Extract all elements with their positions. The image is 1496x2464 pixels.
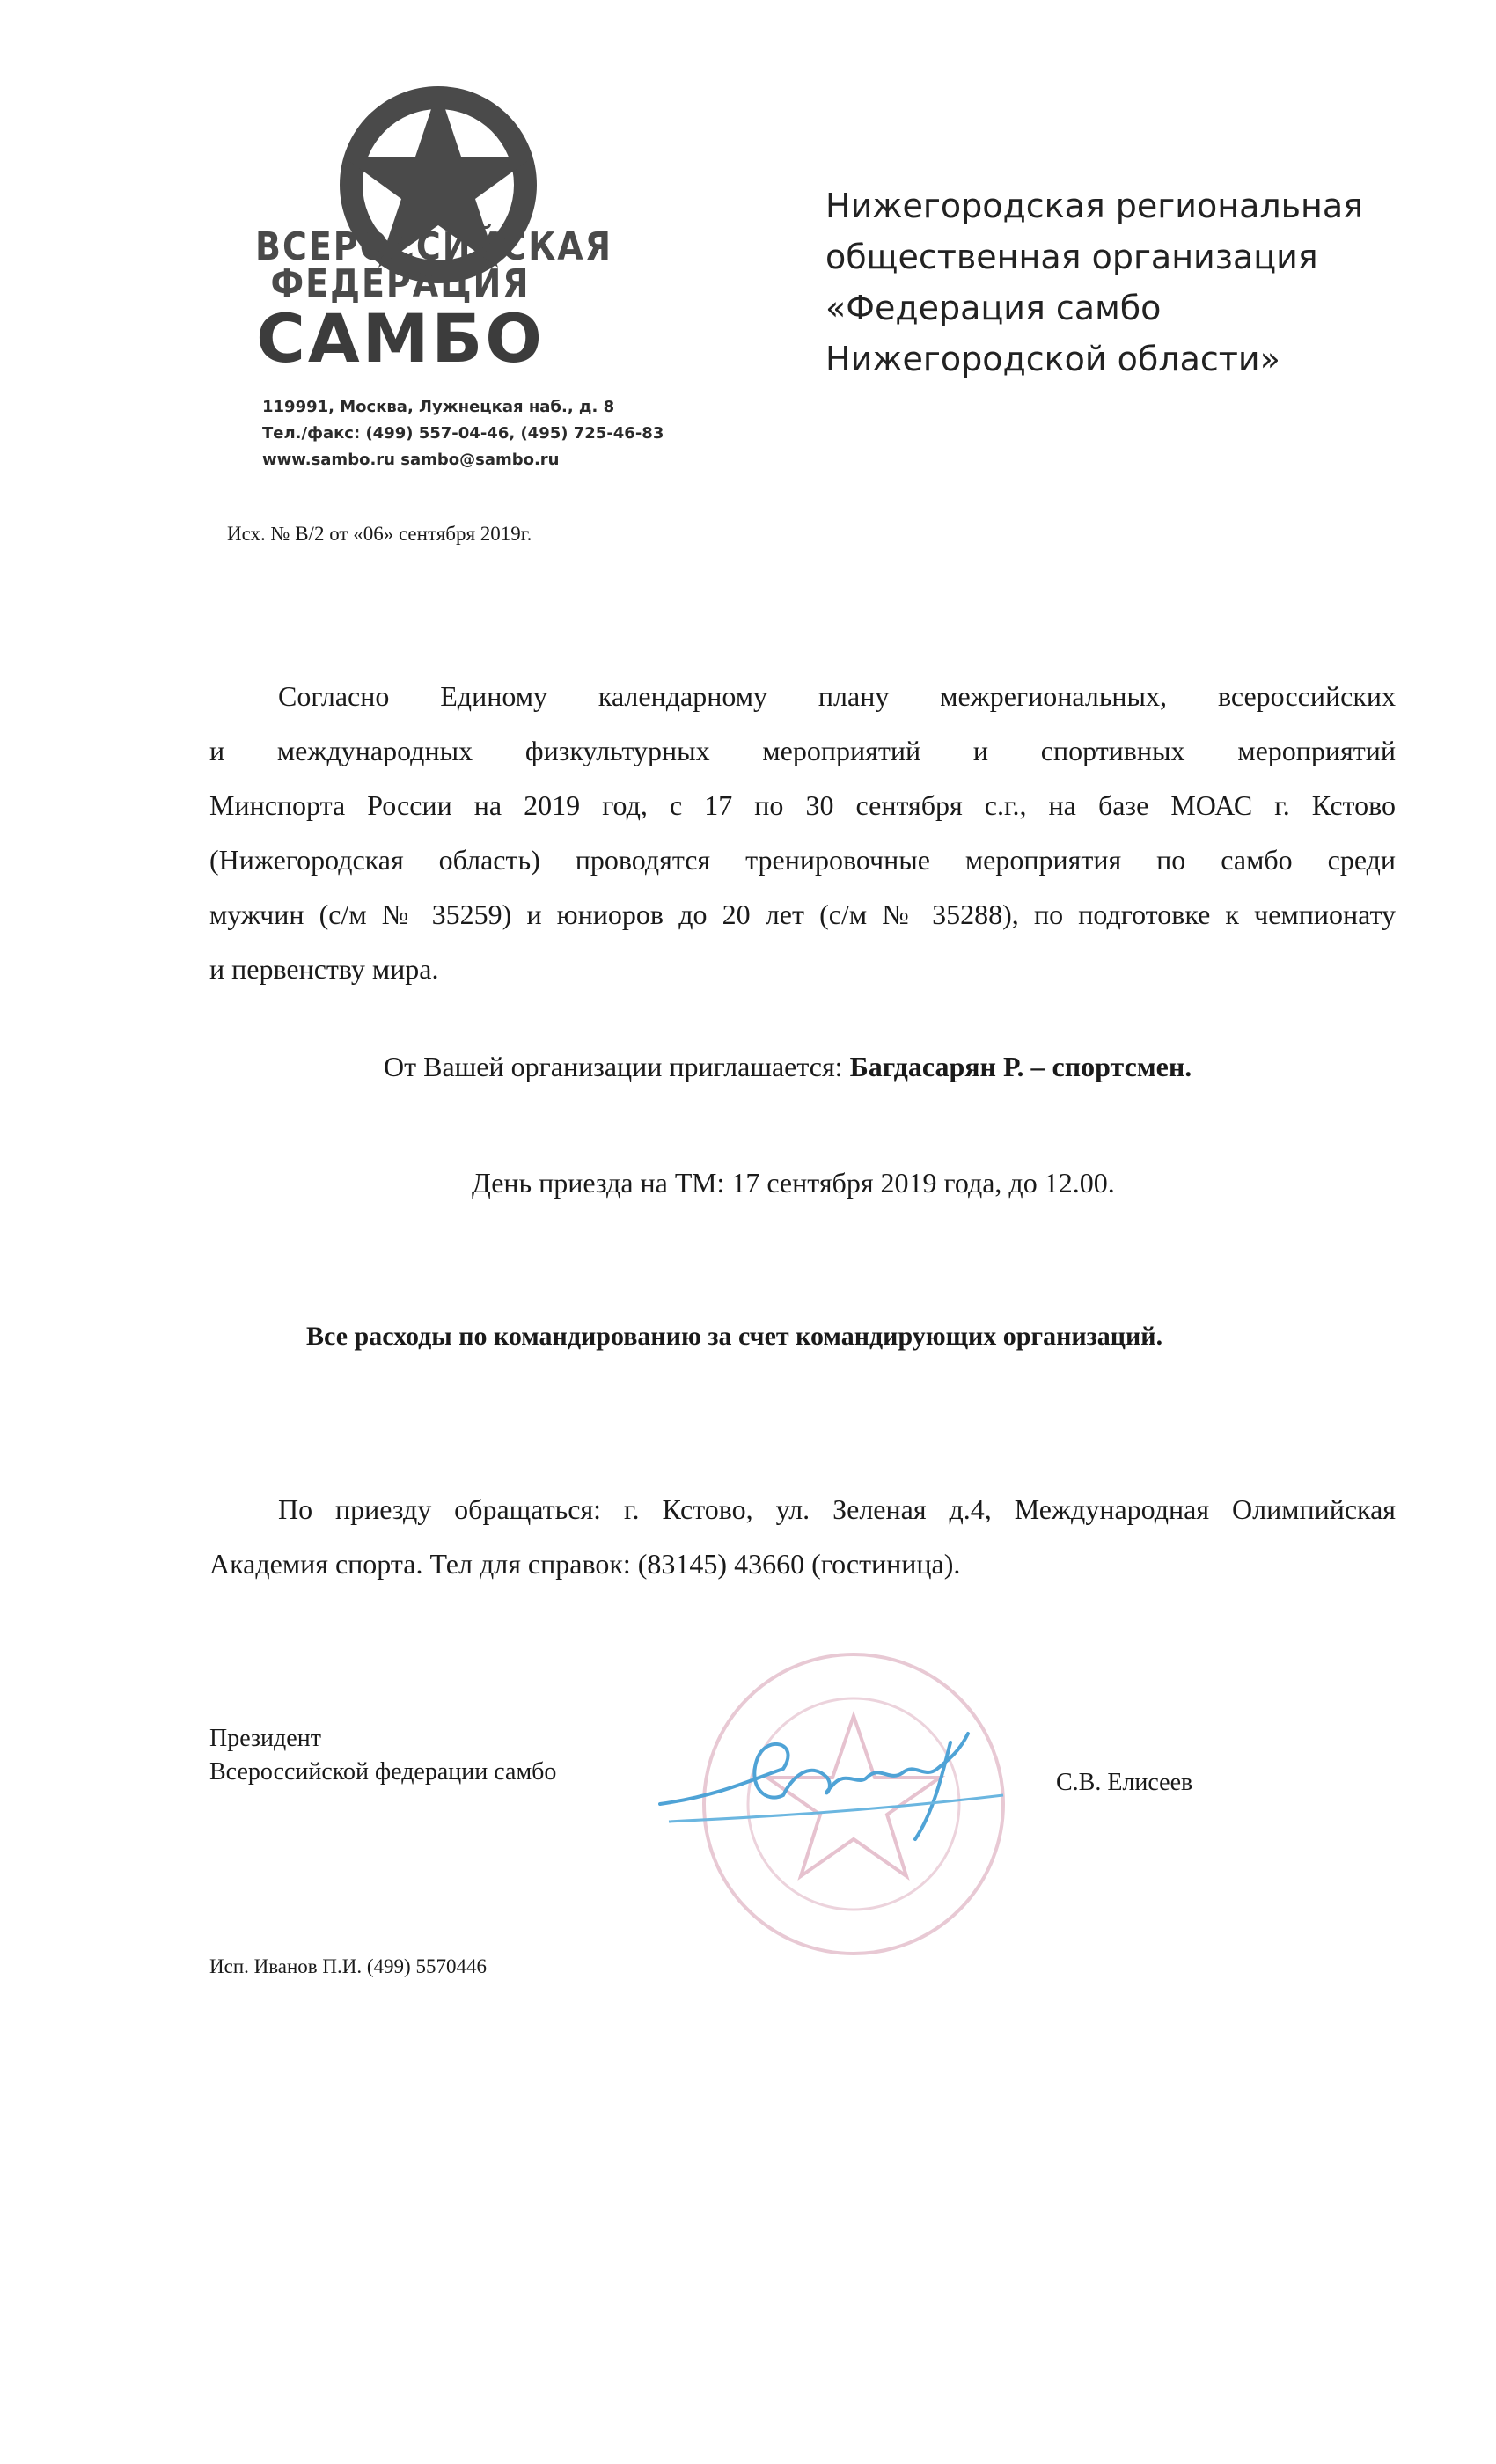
addressee-line4: Нижегородской области» — [825, 340, 1280, 378]
arrival-date: День приезда на ТМ: 17 сентября 2019 года, до 12.00. — [472, 1167, 1115, 1199]
addressee-line1: Нижегородская региональная — [825, 187, 1364, 225]
signatory-title-line2: Всероссийской федерации самбо — [209, 1758, 557, 1786]
paragraph1-line3: Минспорта России на 2019 год, с 17 по 30 сентября с.г., на базе МОАС г. Кстово — [209, 789, 1396, 821]
signatory-title-line1: Президент — [209, 1725, 321, 1752]
paragraph1-line6: и первенству мира. — [209, 953, 439, 985]
logo-text-line1: ВСЕРОССИЙСКАЯ — [255, 224, 612, 269]
paragraph1-line4: (Нижегородская область) проводятся тренировочные мероприятия по самбо среди — [209, 844, 1396, 876]
invitation-prefix: От Вашей организации приглашается: — [384, 1051, 850, 1082]
invited-athlete: Багдасарян Р. – спортсмен. — [849, 1051, 1192, 1082]
executor-info: Исп. Иванов П.И. (499) 5570446 — [209, 1955, 487, 1977]
paragraph1-line2: и международных физкультурных мероприятий и спортивных мероприятий — [209, 735, 1396, 766]
signature-scribble-icon — [651, 1707, 1021, 1848]
addressee-line2: общественная организация — [825, 238, 1318, 276]
addressee-line3: «Федерация самбо — [825, 289, 1162, 327]
logo-text-line3: САМБО — [256, 299, 545, 378]
paragraph1-line5: мужчин (с/м № 35259) и юниоров до 20 лет (с/м № 35288), по подготовке к чемпионату — [209, 898, 1396, 930]
arrival-contact-line2: Академия спорта. Тел для справок: (83145) 43660 (гостиница). — [209, 1548, 961, 1580]
arrival-contact-line1: По приезду обращаться: г. Кстово, ул. Зеленая д.4, Международная Олимпийская — [278, 1493, 1396, 1525]
expenses-note: Все расходы по командированию за счет командирующих организаций. — [306, 1322, 1163, 1351]
invitation-line — [384, 1051, 1192, 1083]
sender-web: www.sambo.ru sambo@sambo.ru — [262, 451, 560, 469]
sender-phone: Тел./факс: (499) 557-04-46, (495) 725-46-83 — [262, 424, 664, 443]
logo-text-line2: ФЕДЕРАЦИЯ — [270, 260, 531, 306]
outgoing-reference: Исх. № В/2 от «06» сентября 2019г. — [227, 523, 532, 545]
signatory-name: С.В. Елисеев — [1056, 1769, 1193, 1796]
sender-address: 119991, Москва, Лужнецкая наб., д. 8 — [262, 398, 615, 416]
paragraph1-line1: Согласно Единому календарному плану межрегиональных, всероссийских — [278, 680, 1396, 712]
